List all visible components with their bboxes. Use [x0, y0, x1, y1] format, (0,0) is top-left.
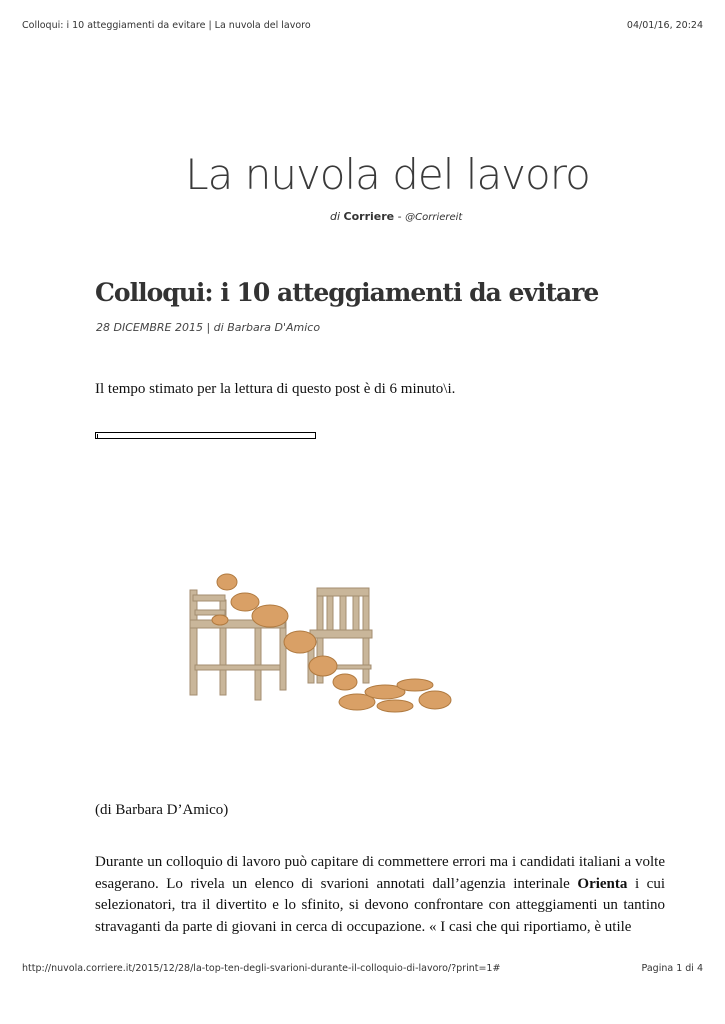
byline-separator: - — [397, 210, 402, 223]
reading-time: Il tempo stimato per la lettura di questo post è di 6 minuto\i. — [95, 381, 456, 397]
print-header-datetime: 04/01/16, 20:24 — [626, 20, 703, 31]
paragraph-text-a: Durante un colloquio di lavoro può capitare di commettere errori ma i candidati italiani a volte esagerano. Lo rivela un elenco di svarioni annotati dall’agenzia interinale — [95, 854, 665, 892]
site-title[interactable]: La nuvola del lavoro — [185, 150, 590, 199]
print-header-title: Colloqui: i 10 atteggiamenti da evitare | La nuvola del lavoro — [22, 20, 311, 31]
paragraph-text-b: i cui selezionatori, tra il divertito e lo sfinito, si devono confrontare con atteggiamenti un tantino stravaganti da parte di giovani in cerca di occupazione. « I casi che qui riportiamo, è utile — [95, 875, 665, 935]
post-meta: 28 DICEMBRE 2015 | di Barbara D'Amico — [96, 321, 321, 334]
byline-handle[interactable]: @Corriereit — [405, 212, 463, 223]
article-image — [95, 470, 545, 770]
site-byline — [330, 210, 462, 223]
print-footer-url: http://nuvola.corriere.it/2015/12/28/la-top-ten-degli-svarioni-durante-il-colloquio-di-lavoro/?print=1# — [22, 963, 501, 974]
post-title: Colloqui: i 10 atteggiamenti da evitare — [95, 278, 599, 307]
reading-progress-bar — [95, 432, 316, 439]
byline-corriere[interactable]: Corriere — [343, 210, 395, 223]
image-caption: (di Barbara D’Amico) — [95, 802, 229, 818]
print-footer-page: Pagina 1 di 4 — [641, 963, 703, 974]
article-paragraph — [95, 852, 665, 940]
orienta-link[interactable]: Orienta — [577, 875, 628, 892]
byline-di: di — [330, 210, 341, 223]
reading-progress-marker — [97, 434, 98, 438]
